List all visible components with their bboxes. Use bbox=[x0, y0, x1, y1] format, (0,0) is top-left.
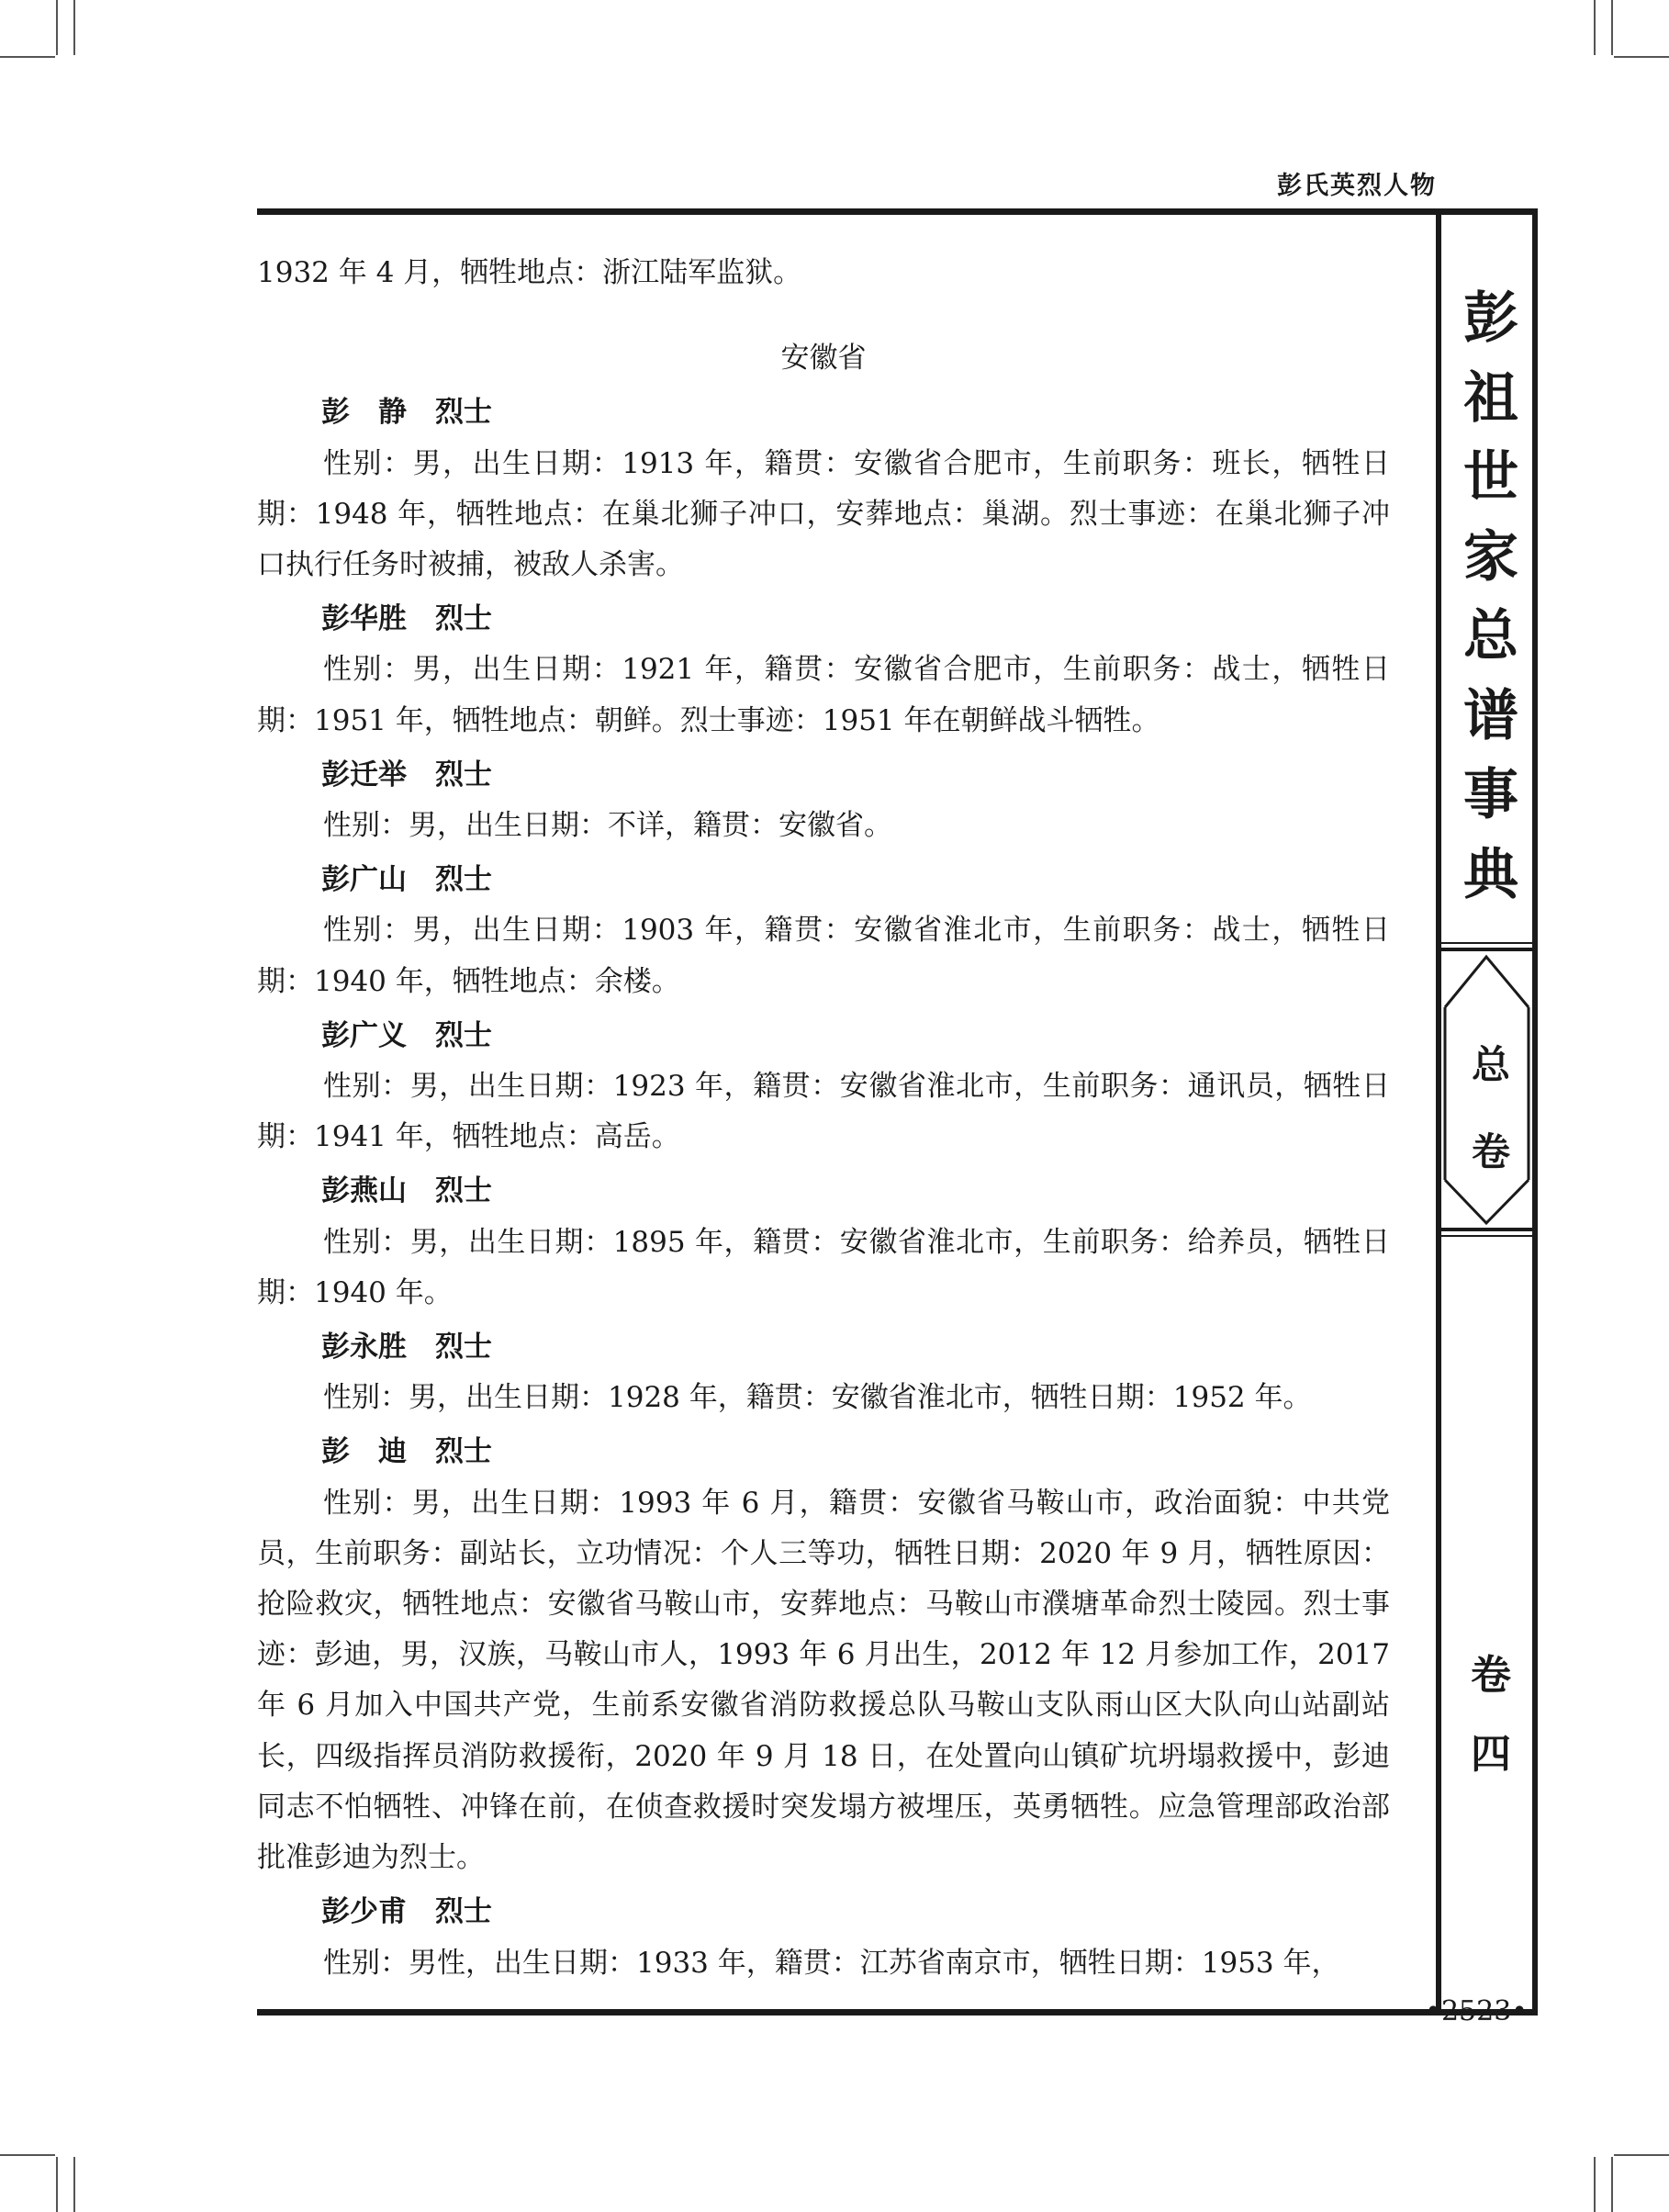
martyr-bio: 性别：男，出生日期：1923 年，籍贯：安徽省淮北市，生前职务：通讯员，牺牲日期：1941 年，牺牲地点：高岳。 bbox=[257, 1070, 1390, 1154]
book-title-char: 世 bbox=[1463, 445, 1518, 510]
continuation-paragraph: 1932 年 4 月，牺牲地点：浙江陆军监狱。 bbox=[257, 256, 802, 289]
volume-label bbox=[1443, 1021, 1539, 1196]
crop-mark bbox=[0, 2154, 55, 2156]
page-number: •2523• bbox=[1425, 1995, 1528, 2027]
martyr-bio: 性别：男，出生日期：1903 年，籍贯：安徽省淮北市，生前职务：战士，牺牲日期：1940 年，牺牲地点：余楼。 bbox=[257, 914, 1390, 998]
bottom-rule bbox=[257, 2009, 1538, 2016]
martyr-bio: 性别：男，出生日期：不详，籍贯：安徽省。 bbox=[323, 809, 892, 843]
crop-mark bbox=[56, 2157, 58, 2212]
martyr-name: 彭迁举 烈士 bbox=[321, 758, 492, 792]
book-title-char: 祖 bbox=[1463, 365, 1518, 431]
crop-mark bbox=[1611, 2157, 1613, 2212]
martyr-bio: 性别：男，出生日期：1895 年，籍贯：安徽省淮北市，生前职务：给养员，牺牲日期：1940 年。 bbox=[257, 1225, 1390, 1309]
crop-mark bbox=[1594, 2157, 1596, 2212]
martyr-bio: 性别：男，出生日期：1993 年 6 月，籍贯：安徽省马鞍山市，政治面貌：中共党员，生前职务：副站长，立功情况：个人三等功，牺牲日期：2020 年 9 月，牺牲原因：抢险救灾，牺牲地点：安徽省马鞍山市，安葬地点：马鞍山市濮塘革命烈士陵园。烈士事迹：彭迪，男，汉族，马鞍山市人，1993 年 6 月出生，2012 年 12 月参加工作，2017 年 6 月加入中国共产党，生前系安徽省消防救援总队马鞍山支队雨山区大队向山站副站长，四级指挥员消防救援衔，2020 年 9 月 18 日，在处置向山镇矿坑坍塌救援中，彭迪同志不怕牺牲、冲锋在前，在侦查救援时突发塌方被埋压，英勇牺牲。应急管理部政治部批准彭迪为烈士。 bbox=[257, 1486, 1390, 1875]
crop-mark bbox=[1614, 2154, 1669, 2156]
martyr-bio: 性别：男，出生日期：1921 年，籍贯：安徽省合肥市，生前职务：战士，牺牲日期：1951 年，牺牲地点：朝鲜。烈士事迹：1951 年在朝鲜战斗牺牲。 bbox=[257, 653, 1390, 737]
volume-char: 卷 bbox=[1471, 1129, 1510, 1174]
crop-mark bbox=[1611, 0, 1613, 55]
volume-char: 总 bbox=[1471, 1042, 1510, 1087]
martyr-name: 彭永胜 烈士 bbox=[321, 1331, 492, 1364]
juan-char: 卷 bbox=[1471, 1652, 1511, 1699]
martyr-name: 彭广义 烈士 bbox=[321, 1018, 492, 1052]
martyr-bio: 性别：男，出生日期：1928 年，籍贯：安徽省淮北市，牺牲日期：1952 年。 bbox=[323, 1381, 1312, 1415]
juan-label bbox=[1443, 1636, 1539, 1794]
martyr-bio: 性别：男性，出生日期：1933 年，籍贯：江苏省南京市，牺牲日期：1953 年， bbox=[323, 1946, 1340, 1980]
book-title-char: 典 bbox=[1463, 842, 1518, 907]
section-heading: 安徽省 bbox=[780, 342, 867, 376]
martyr-name: 彭燕山 烈士 bbox=[321, 1174, 492, 1208]
martyr-name: 彭华胜 烈士 bbox=[321, 602, 492, 636]
running-head: 彭氏英烈人物 bbox=[1277, 172, 1437, 200]
crop-mark bbox=[56, 0, 58, 55]
martyr-bio: 性别：男，出生日期：1913 年，籍贯：安徽省合肥市，生前职务：班长，牺牲日期：1948 年，牺牲地点：在巢北狮子冲口，安葬地点：巢湖。烈士事迹：在巢北狮子冲口执行任务时被捕，被敌人杀害。 bbox=[257, 446, 1390, 582]
book-title-char: 事 bbox=[1463, 763, 1518, 827]
book-title-char: 家 bbox=[1463, 524, 1518, 589]
crop-mark bbox=[73, 2157, 75, 2212]
juan-char: 四 bbox=[1471, 1731, 1511, 1778]
top-rule bbox=[257, 208, 1538, 215]
book-title-char: 谱 bbox=[1463, 683, 1518, 748]
crop-mark bbox=[0, 56, 55, 58]
book-title bbox=[1443, 279, 1539, 915]
martyr-name: 彭 迪 烈士 bbox=[321, 1435, 492, 1469]
crop-mark bbox=[1614, 56, 1669, 58]
martyr-name: 彭广山 烈士 bbox=[321, 863, 492, 897]
martyr-name: 彭 静 烈士 bbox=[321, 396, 492, 430]
crop-mark bbox=[1594, 0, 1596, 55]
body-text bbox=[257, 248, 1390, 1989]
crop-mark bbox=[73, 0, 75, 55]
book-title-char: 总 bbox=[1463, 604, 1518, 668]
martyr-name: 彭少甫 烈士 bbox=[321, 1895, 492, 1929]
book-title-char: 彭 bbox=[1463, 286, 1518, 351]
